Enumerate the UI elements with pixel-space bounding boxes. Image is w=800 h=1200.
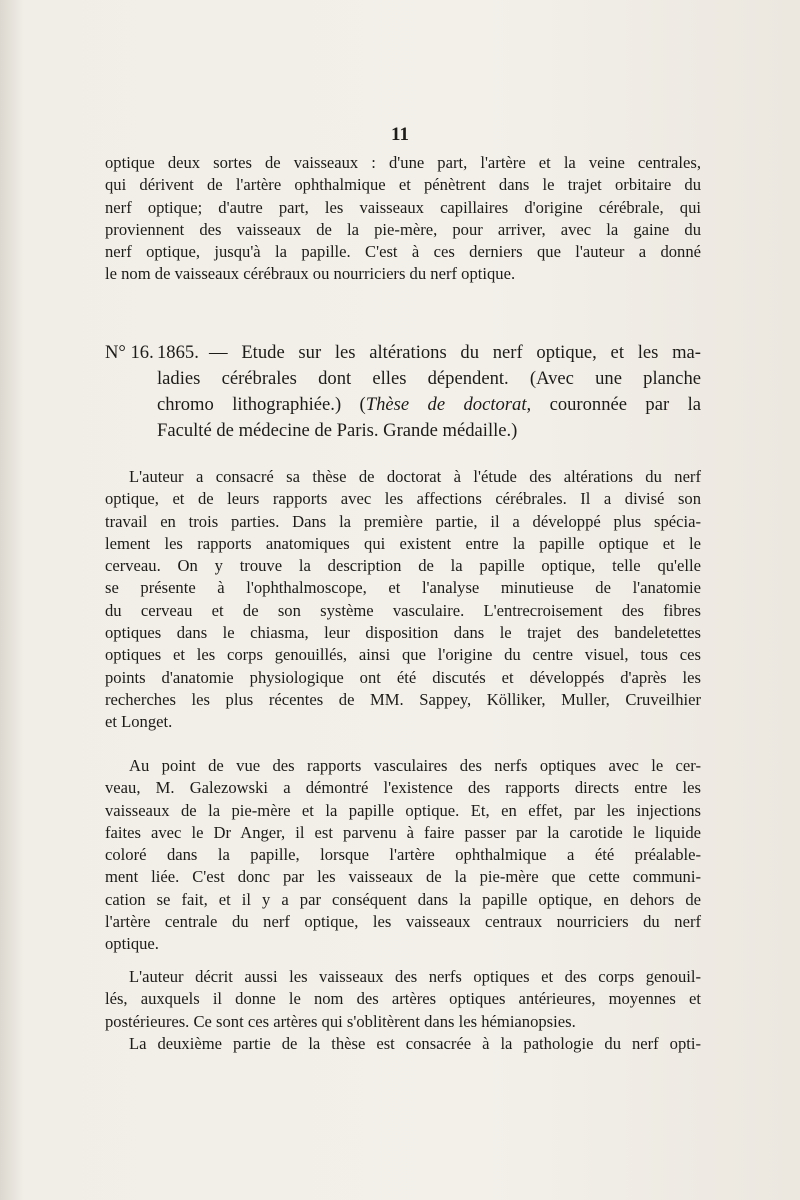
entry-title-line: Faculté de médecine de Paris. Grande médaille.) xyxy=(157,420,518,441)
paragraph-thesis-summary xyxy=(105,466,701,734)
text-line: l'artère centrale du nerf optique, les vaisseaux centraux nourriciers du nerf xyxy=(105,912,701,932)
paragraph-vascular xyxy=(105,755,701,956)
text-line: ment liée. C'est donc par les vaisseaux de la pie-mère que cette communi- xyxy=(105,867,701,887)
text-line: et Longet. xyxy=(105,712,173,732)
text-line: vaisseaux de la pie-mère et la papille optique. Et, en effet, par les injections xyxy=(105,800,701,820)
text-line: se présente à l'ophthalmoscope, et l'analyse minutieuse de l'anatomie xyxy=(105,578,701,598)
text-line: cerveau. On y trouve la description de la papille optique, telle qu'elle xyxy=(105,556,701,576)
text-line: La deuxième partie de la thèse est consacrée à la pathologie du nerf opti- xyxy=(129,1034,701,1053)
page-number: 11 xyxy=(391,124,409,145)
paragraph-pathology xyxy=(105,1033,701,1055)
text-line: optique deux sortes de vaisseaux : d'une part, l'artère et la veine centrales, xyxy=(105,153,701,172)
text-line: du cerveau et de son système vasculaire. L'entrecroisement des fibres xyxy=(105,600,701,620)
intro-paragraph xyxy=(105,152,701,286)
text-line: recherches les plus récentes de MM. Sappey, Kölliker, Muller, Cruveilhier xyxy=(105,689,701,709)
entry-title-text: , couronnée par la xyxy=(526,394,701,415)
entry-title-line: ladies cérébrales dont elles dépendent. (Avec une planche xyxy=(157,368,701,389)
entry-year: 1865. xyxy=(157,342,199,363)
text-line: postérieures. Ce sont ces artères qui s'oblitèrent dans les hémianopsies. xyxy=(105,1011,576,1031)
text-line: Au point de vue des rapports vasculaires des nerfs optiques avec le cer- xyxy=(129,756,701,775)
text-line: lement les rapports anatomiques qui existent entre la papille optique et le xyxy=(105,533,701,553)
text-line: optique, et de leurs rapports avec les affections cérébrales. Il a divisé son xyxy=(105,489,701,509)
entry-number: N° 16. xyxy=(105,342,154,363)
text-line: points d'anatomie physiologique ont été discutés et développés d'après les xyxy=(105,667,701,687)
text-line: travail en trois parties. Dans la première partie, il a développé plus spécia- xyxy=(105,511,701,531)
text-line: nerf optique; d'autre part, les vaisseaux capillaires d'origine cérébrale, qui xyxy=(105,197,701,217)
text-line: L'auteur décrit aussi les vaisseaux des nerfs optiques et des corps genouil- xyxy=(129,967,701,986)
text-line: qui dérivent de l'artère ophthalmique et pénètrent dans le trajet orbitaire du xyxy=(105,175,701,195)
entry-title-line: — Etude sur les altérations du nerf optique, et les ma- xyxy=(209,342,701,363)
text-line: nerf optique, jusqu'à la papille. C'est à ces derniers que l'auteur a donné xyxy=(105,242,701,262)
text-line: L'auteur a consacré sa thèse de doctorat à l'étude des altérations du nerf xyxy=(129,467,701,486)
text-line: optiques et les corps genouillés, ainsi que l'origine du centre visuel, tous ces xyxy=(105,645,701,665)
paragraph-optic-arteries xyxy=(105,966,701,1033)
text-line: proviennent des vaisseaux de la pie-mère, pour arriver, avec la gaine du xyxy=(105,219,701,239)
bibliography-entry xyxy=(105,340,701,444)
text-line: faites avec le Dr Anger, il est parvenu à faire passer par la carotide le liquide xyxy=(105,822,701,842)
entry-title-line xyxy=(157,392,701,418)
entry-title-text: chromo lithographiée.) ( xyxy=(157,394,366,415)
text-line: veau, M. Galezowski a démontré l'existence des rapports directs entre les xyxy=(105,778,701,798)
text-line: lés, auxquels il donne le nom des artères optiques antérieures, moyennes et xyxy=(105,989,701,1009)
entry-thesis-label: Thèse de doctorat xyxy=(365,394,527,415)
text-line: coloré dans la papille, lorsque l'artère ophthalmique a été préalable- xyxy=(105,845,701,865)
text-line: optiques dans le chiasma, leur disposition dans le trajet des bandeletettes xyxy=(105,623,701,643)
text-line: le nom de vaisseaux cérébraux ou nourriciers du nerf optique. xyxy=(105,264,516,284)
text-line: optique. xyxy=(105,934,159,954)
text-line: cation se fait, et il y a par conséquent dans la papille optique, en dehors de xyxy=(105,889,701,909)
